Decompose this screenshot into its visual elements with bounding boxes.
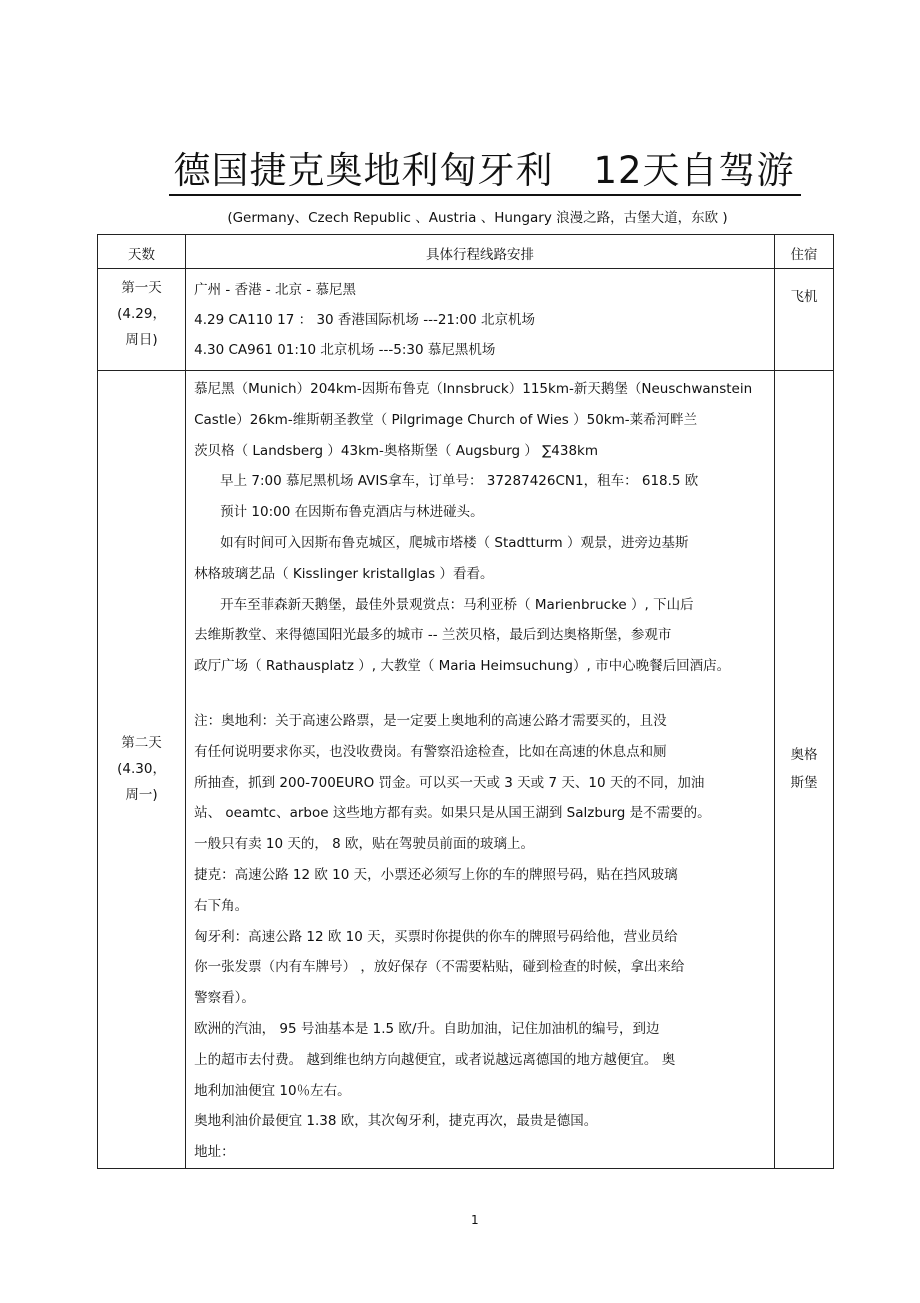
day1-stay: 飞机 — [774, 269, 833, 371]
day2-note-line: 警察看）。 — [194, 990, 255, 1007]
table-header-row — [98, 235, 834, 269]
day2-note-line: 欧洲的汽油， 95 号油基本是 1.5 欧/升。自助加油，记住加油机的编号，到边 — [194, 1020, 660, 1037]
day2-route-line: 慕尼黑（Munich）204km-因斯布鲁克（Innsbruck）115km-新天鹅堡（Neuschwanstein — [194, 381, 753, 397]
day2-note-line: 注：奥地利：关于高速公路票，是一定要上奥地利的高速公路才需要买的，且没 — [194, 712, 667, 729]
day2-note-line: 一般只有卖 10 天的， 8 欧，贴在驾驶员前面的玻璃上。 — [194, 836, 535, 853]
day2-route-line: Castle）26km-维斯朝圣教堂（ Pilgrimage Church of Wies ）50km-莱希河畔兰 — [194, 411, 698, 428]
day1-plan — [186, 269, 775, 371]
day2-text-line: 预计 10:00 在因斯布鲁克酒店与林进碰头。 — [220, 504, 484, 521]
title-main: 德国捷克奥地利匈牙利 — [173, 149, 554, 192]
day2-address-line: 地址： — [194, 1144, 235, 1161]
day2-note-line: 奥地利油价最便宜 1.38 欧，其次匈牙利，捷克再次，最贵是德国。 — [194, 1113, 598, 1130]
header-day: 天数 — [98, 235, 186, 269]
table-row-day1 — [98, 269, 834, 371]
day2-note-line: 站、 oeamtc、arboe 这些地方都有卖。如果只是从国王湖到 Salzburg 是不需要的。 — [194, 805, 711, 822]
day1-route: 广州 - 香港 - 北京 - 慕尼黑 — [194, 282, 356, 298]
day2-text-line: 如有时间可入因斯布鲁克城区，爬城市塔楼（ Stadtturm ）观景，进旁边基斯 — [220, 534, 689, 551]
day2-text-line: 去维斯教堂、来得德国阳光最多的城市 -- 兰茨贝格，最后到达奥格斯堡，参观市 — [194, 627, 672, 644]
day1-flight-1: 4.29 CA110 17 ： 30 香港国际机场 ---21:00 北京机场 — [194, 312, 536, 328]
day2-note-line: 匈牙利：高速公路 12 欧 10 天，买票时你提供的你车的牌照号码给他，营业员给 — [194, 928, 678, 945]
day2-label: 第二天 (4.30， 周一) — [98, 371, 186, 1169]
itinerary-table — [97, 234, 834, 1169]
day2-plan — [186, 371, 775, 1169]
day2-text-line: 开车至菲森新天鹅堡，最佳外景观赏点：马利亚桥（ Marienbrucke ）, 下山后 — [220, 596, 694, 613]
day2-note-line: 地利加油便宜 10％左右。 — [194, 1082, 351, 1099]
day2-text-line: 林格玻璃艺品（ Kisslinger kristallglas ）看看。 — [194, 565, 494, 582]
day2-note-line: 所抽查，抓到 200-700EURO 罚金。可以买一天或 3 天或 7 天、10 天的不同，加油 — [194, 774, 705, 791]
day2-text-line: 政厅广场（ Rathausplatz ）, 大教堂（ Maria Heimsuchung）, 市中心晚餐后回酒店。 — [194, 658, 731, 675]
header-stay: 住宿 — [774, 235, 833, 269]
day2-note-line: 右下角。 — [194, 897, 249, 914]
day2-note-line: 有任何说明要求你买，也没收费岗。有警察沿途检查，比如在高速的休息点和厕 — [194, 743, 667, 760]
day2-stay: 奥格 斯堡 — [774, 371, 833, 1169]
day2-note-line: 上的超市去付费。 越到维也纳方向越便宜，或者说越远离德国的地方越便宜。 奥 — [194, 1051, 676, 1068]
day2-note-line: 你一张发票（内有车牌号） ，放好保存（不需要粘贴，碰到检查的时候，拿出来给 — [194, 959, 685, 976]
table-row-day2 — [98, 371, 834, 1169]
page-title-underlined — [169, 148, 800, 196]
day2-text-line: 早上 7:00 慕尼黑机场 AVIS拿车，订单号： 37287426CN1，租车： 618.5 欧 — [220, 473, 699, 490]
day1-label: 第一天 (4.29， 周日) — [98, 269, 186, 371]
paragraph-spacer — [194, 682, 768, 706]
page-title — [0, 148, 920, 196]
subtitle: (Germany、Czech Republic 、Austria 、Hungary 浪漫之路，古堡大道，东欧 ) — [227, 210, 728, 226]
title-days: 12天自驾游 — [593, 149, 795, 192]
page-number: 1 — [471, 1213, 479, 1227]
day1-flight-2: 4.30 CA961 01:10 北京机场 ---5:30 慕尼黑机场 — [194, 342, 496, 358]
day2-route-line: 茨贝格（ Landsberg ）43km-奥格斯堡（ Augsburg ） ∑438km — [194, 442, 599, 459]
day2-note-line: 捷克：高速公路 12 欧 10 天，小票还必须写上你的车的牌照号码，贴在挡风玻璃 — [194, 866, 678, 883]
header-plan: 具体行程线路安排 — [186, 235, 775, 269]
